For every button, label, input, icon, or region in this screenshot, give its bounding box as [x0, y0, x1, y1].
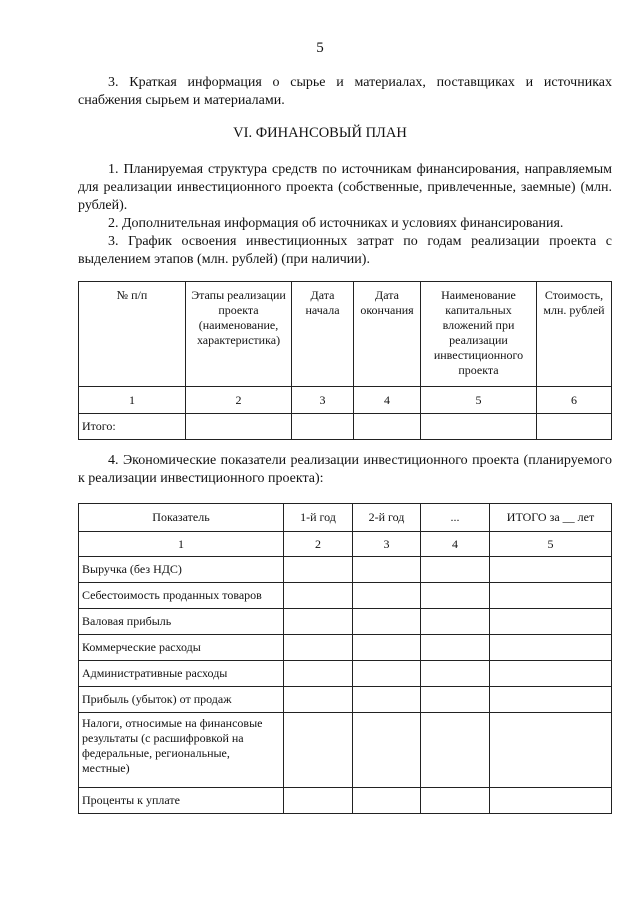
row-label: Налоги, относимые на финансовые результаты (с расшифровкой на федеральные, региональные, местные)	[79, 713, 284, 788]
table-row	[79, 635, 612, 661]
header-cell: Показатель	[79, 504, 284, 532]
empty-cell	[284, 788, 353, 814]
header-cell: Дата окончания	[354, 282, 421, 387]
table-row	[79, 788, 612, 814]
paragraph-raw-materials: 3. Краткая информация о сырье и материалах, поставщиках и источниках снабжения сырьем и материалами.	[78, 75, 612, 108]
table-row	[79, 583, 612, 609]
column-number-row	[79, 532, 612, 557]
empty-cell	[284, 609, 353, 635]
paragraph-funding-info: 2. Дополнительная информация об источниках и условиях финансирования.	[108, 216, 564, 231]
empty-cell	[421, 788, 490, 814]
paragraph-economic-indicators: 4. Экономические показатели реализации инвестиционного проекта (планируемого к реализации инвестиционного проекта):	[78, 453, 612, 486]
empty-cell	[284, 661, 353, 687]
column-number: 3	[353, 532, 421, 557]
column-number-row	[79, 387, 612, 414]
empty-cell	[421, 609, 490, 635]
paragraph-funding-structure: 1. Планируемая структура средств по источникам финансирования, направляемым для реализации инвестиционного проекта (собственные, привлеченные, заемные) (млн. рублей).	[78, 162, 612, 213]
total-row	[79, 414, 612, 440]
empty-cell	[353, 713, 421, 788]
empty-cell	[353, 583, 421, 609]
empty-cell	[284, 583, 353, 609]
table-row	[79, 661, 612, 687]
empty-cell	[490, 609, 612, 635]
column-number: 5	[421, 387, 537, 414]
empty-cell	[353, 635, 421, 661]
header-cell: Наименование капитальных вложений при реализации инвестиционного проекта	[421, 282, 537, 387]
empty-cell	[490, 583, 612, 609]
empty-cell	[353, 609, 421, 635]
table-row	[79, 687, 612, 713]
table-row	[79, 609, 612, 635]
row-label: Себестоимость проданных товаров	[79, 583, 284, 609]
empty-cell	[421, 661, 490, 687]
column-number: 2	[186, 387, 292, 414]
empty-cell	[353, 661, 421, 687]
empty-cell	[284, 687, 353, 713]
economic-indicators-table	[78, 503, 612, 814]
header-cell: ИТОГО за __ лет	[490, 504, 612, 532]
empty-cell	[490, 687, 612, 713]
empty-cell	[490, 661, 612, 687]
column-number: 2	[284, 532, 353, 557]
column-number: 5	[490, 532, 612, 557]
empty-cell	[284, 557, 353, 583]
empty-cell	[537, 414, 612, 440]
column-number: 3	[292, 387, 354, 414]
row-label: Выручка (без НДС)	[79, 557, 284, 583]
empty-cell	[490, 635, 612, 661]
table-header-row	[79, 282, 612, 387]
empty-cell	[421, 687, 490, 713]
empty-cell	[421, 557, 490, 583]
row-label: Коммерческие расходы	[79, 635, 284, 661]
empty-cell	[292, 414, 354, 440]
header-cell: ...	[421, 504, 490, 532]
empty-cell	[421, 713, 490, 788]
header-cell: Стоимость, млн. рублей	[537, 282, 612, 387]
empty-cell	[421, 583, 490, 609]
row-label: Прибыль (убыток) от продаж	[79, 687, 284, 713]
header-cell: 2-й год	[353, 504, 421, 532]
empty-cell	[490, 713, 612, 788]
page-number: 5	[316, 40, 324, 56]
empty-cell	[490, 557, 612, 583]
row-label: Валовая прибыль	[79, 609, 284, 635]
empty-cell	[354, 414, 421, 440]
table-row	[79, 557, 612, 583]
column-number: 1	[79, 532, 284, 557]
empty-cell	[186, 414, 292, 440]
row-label: Административные расходы	[79, 661, 284, 687]
section-heading: VI. ФИНАНСОВЫЙ ПЛАН	[233, 125, 407, 141]
row-label: Проценты к уплате	[79, 788, 284, 814]
investment-schedule-table	[78, 281, 612, 440]
empty-cell	[284, 713, 353, 788]
empty-cell	[284, 635, 353, 661]
total-label: Итого:	[79, 414, 186, 440]
header-cell: Дата начала	[292, 282, 354, 387]
header-cell: № п/п	[79, 282, 186, 387]
paragraph-investment-schedule: 3. График освоения инвестиционных затрат по годам реализации проекта с выделением этапов (млн. рублей) (при наличии).	[78, 234, 612, 267]
column-number: 6	[537, 387, 612, 414]
table-row	[79, 713, 612, 788]
column-number: 4	[354, 387, 421, 414]
empty-cell	[353, 557, 421, 583]
empty-cell	[421, 635, 490, 661]
empty-cell	[353, 788, 421, 814]
column-number: 1	[79, 387, 186, 414]
column-number: 4	[421, 532, 490, 557]
empty-cell	[353, 687, 421, 713]
empty-cell	[490, 788, 612, 814]
empty-cell	[421, 414, 537, 440]
header-cell: Этапы реализации проекта (наименование, характеристика)	[186, 282, 292, 387]
header-cell: 1-й год	[284, 504, 353, 532]
table-header-row	[79, 504, 612, 532]
